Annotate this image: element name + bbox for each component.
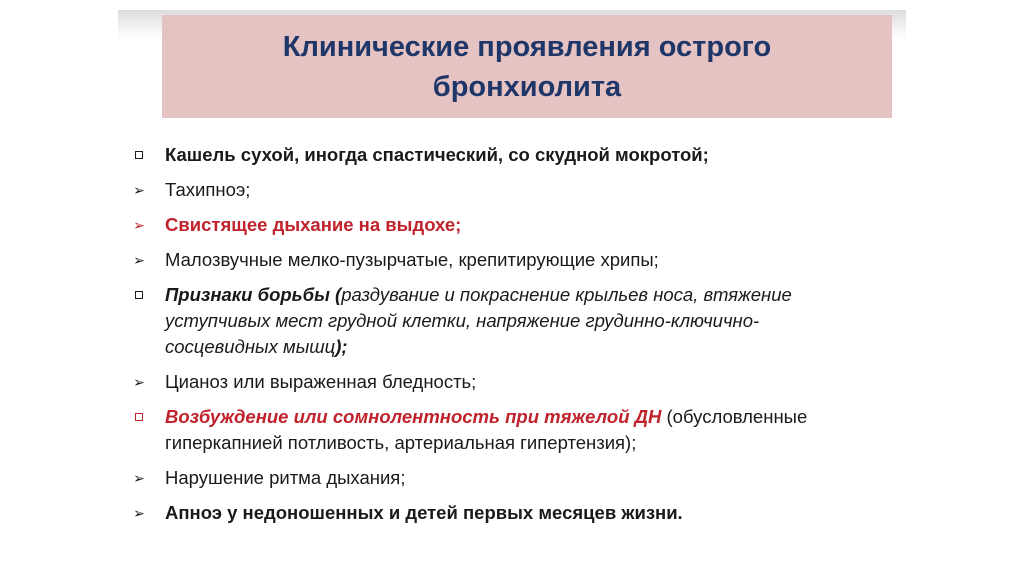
list-item-text-line-1: (обусловленные (661, 406, 808, 427)
arrow-bullet-icon: ➢ (133, 217, 145, 233)
square-bullet-icon (132, 282, 146, 308)
list-item-text-line-2: уступчивых мест грудной клетки, напряжение грудинно-ключично- (165, 310, 760, 331)
list-item-tail: ); (335, 336, 348, 357)
arrow-bullet-icon: ➢ (133, 374, 145, 390)
list-item-text-line-2: гиперкапнией потливость, артериальная гипертензия); (165, 432, 637, 453)
list-item (132, 142, 922, 168)
list-item (132, 247, 922, 273)
square-bullet-icon (132, 142, 146, 168)
list-item-text: Апноэ у недоношенных и детей первых месяцев жизни. (165, 502, 683, 523)
list-item-lead: Признаки борьбы ( (165, 284, 342, 305)
title-banner (162, 15, 892, 118)
list-item (132, 404, 922, 456)
list-item (132, 212, 922, 238)
arrow-bullet-icon: ➢ (133, 470, 145, 486)
list-item (132, 465, 922, 491)
list-item (132, 500, 922, 526)
list-item-text: Кашель сухой, иногда спастический, со скудной мокротой; (165, 144, 709, 165)
list-item (132, 369, 922, 395)
list-item-text: Свистящее дыхание на выдохе; (165, 214, 462, 235)
list-item-text: Нарушение ритма дыхания; (165, 467, 406, 488)
slide-title (162, 27, 892, 107)
list-item-text-line-1: раздувание и покраснение крыльев носа, втяжение (341, 284, 792, 305)
list-item-text: Тахипноэ; (165, 179, 251, 200)
list-item (132, 282, 922, 360)
arrow-bullet-icon: ➢ (133, 252, 145, 268)
bullet-list (132, 142, 922, 535)
arrow-bullet-icon: ➢ (133, 182, 145, 198)
list-item-text-line-3: сосцевидных мышц (165, 336, 336, 357)
list-item-lead: Возбуждение или сомнолентность при тяжелой ДН (165, 406, 662, 427)
arrow-bullet-icon: ➢ (133, 505, 145, 521)
slide-title-line-2: бронхиолита (432, 70, 622, 103)
list-item-text: Малозвучные мелко-пузырчатые, крепитирующие хрипы; (165, 249, 659, 270)
list-item (132, 177, 922, 203)
list-item-text: Цианоз или выраженная бледность; (165, 371, 477, 392)
slide-title-line-1: Клинические проявления острого (282, 30, 772, 63)
square-bullet-icon (132, 404, 146, 430)
